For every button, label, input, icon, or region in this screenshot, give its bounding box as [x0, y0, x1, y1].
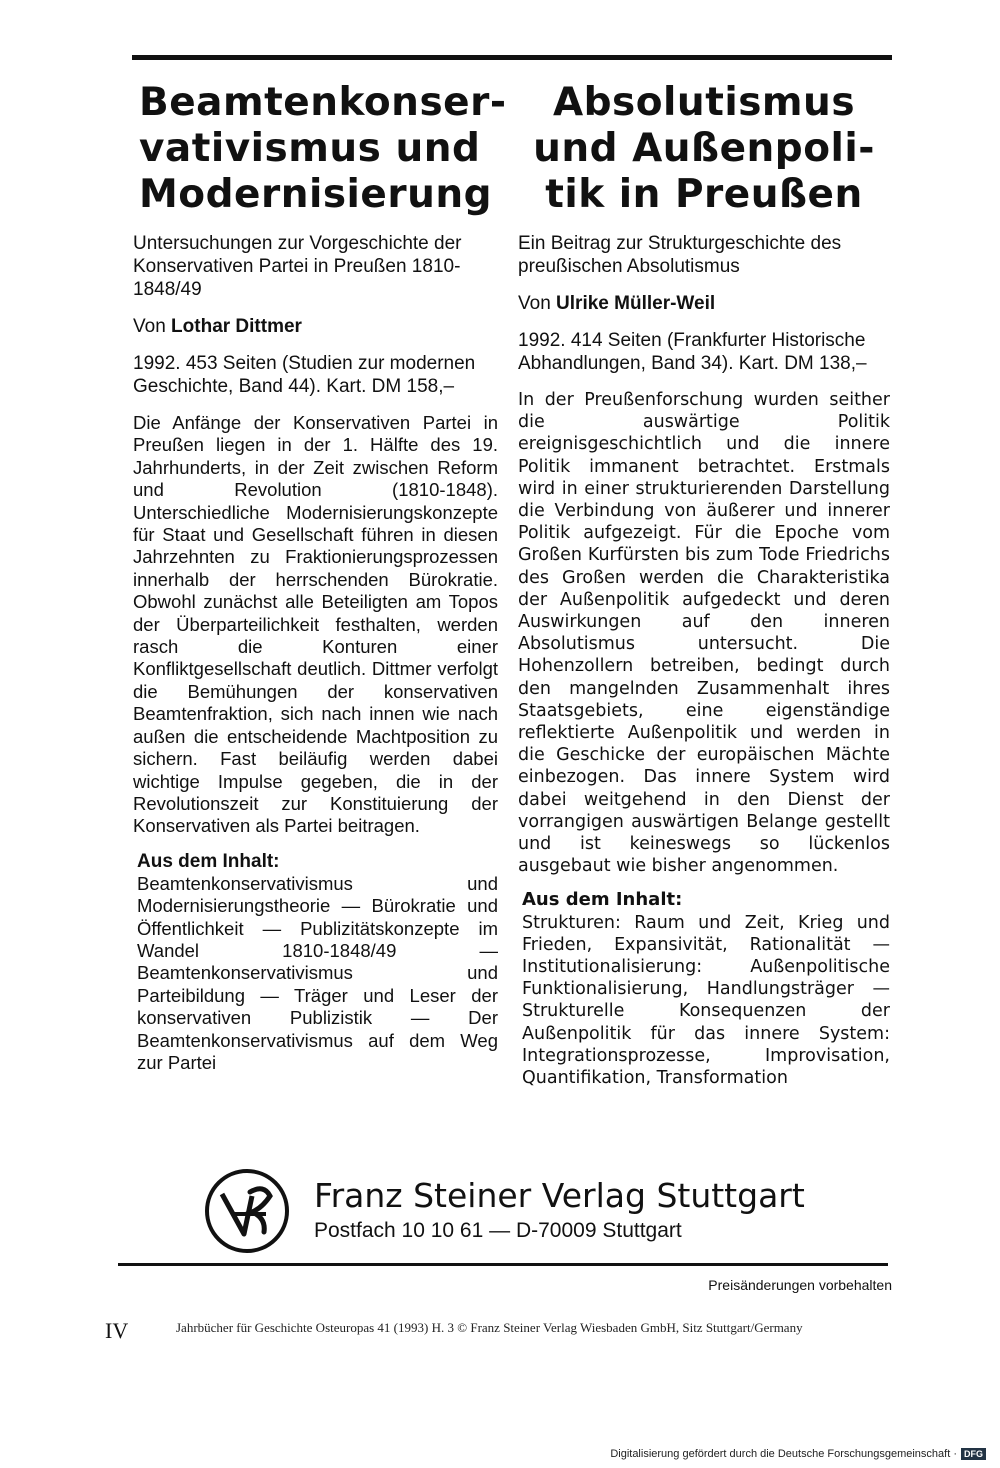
- author-name: Ulrike Müller-Weil: [556, 293, 716, 314]
- book-author: [518, 292, 890, 315]
- book-description: Die Anfänge der Konservativen Partei in Preußen liegen in der 1. Hälfte des 19. Jahrhunderts, in der Zeit zwischen Reform und Revolution (1810-1848). Unterschiedliche Modernisierungskonzepte für Staat und Gesellschaft führen in diesen Jahrzehnten zu Fraktionierungsprozessen innerhalb der herrschenden Bürokratie. Obwohl zunächst alle Beteiligten am Topos der Überparteilichkeit festhalten, werden rasch die Konturen einer Konfliktgesellschaft deutlich. Dittmer verfolgt die Bemühungen der konservativen Beamtenfraktion, sich nach innen wie nach außen die entscheidende Machtposition zu sichern. Fast beiläufig werden dabei wichtige Impulse gegeben, die in der Revolutionszeit zur Konstituierung der Konservativen als Partei beitragen.: [133, 412, 498, 837]
- contents-text: Strukturen: Raum und Zeit, Krieg und Frieden, Expansivität, Rationalität — Institutionalisierung: Außenpolitische Funktionalisierung, Handlungsträger — Strukturelle Konsequenzen der Außenpolitik für das innere System: Integrationsprozesse, Improvisation, Quantifikation, Transformation: [522, 912, 890, 1089]
- title-line: Absolutismus: [552, 80, 856, 125]
- book-author: [133, 315, 498, 338]
- author-name: Lothar Dittmer: [171, 316, 302, 337]
- bottom-rule: [118, 1263, 888, 1266]
- publication-info: 1992. 414 Seiten (Frankfurter Historische Abhandlungen, Band 34). Kart. DM 138,–: [518, 330, 867, 374]
- publisher-block: [200, 1168, 900, 1258]
- franz-steiner-logo-icon: [204, 1168, 290, 1254]
- author-prefix: Von: [518, 293, 551, 314]
- dfg-footer: [610, 1448, 986, 1460]
- title-line: Modernisierung: [139, 172, 493, 217]
- book-subtitle: Untersuchungen zur Vorgeschichte der Konservativen Partei in Preußen 1810-1848/49: [133, 233, 462, 300]
- book-description: In der Preußenforschung wurden seither die auswärtige Politik ereignisgeschichtlich und die innere Politik immanent betrachtet. Erstmals wird in einer strukturierenden Darstellung die Verbindung von äußerer und innerer Politik aufgezeigt. Für die Epoche vom Großen Kurfürsten bis zum Tode Friedrichs des Großen werden die Charakteristika der Außenpolitik aufgedeckt und deren Auswirkungen auf den inneren Absolutismus untersucht. Die Hohenzollern betreiben, bedingt durch den mangelnden Zusammenhalt ihres Staatsgebiets, eine eigenständige reflektierte Außenpolitik und werden in die Geschicke der europäischen Mächte einbezogen. Das innere System wird dabei weitgehend in den Dienst der vorrangigen auswärtigen Belange gestellt und ist keineswegs so lückenlos ausgebaut wie bisher angenommen.: [518, 390, 890, 877]
- book-title: [518, 80, 890, 218]
- title-line: tik in Preußen: [545, 172, 863, 217]
- footer-citation: Jahrbücher für Geschichte Osteuropas 41 (1993) H. 3 © Franz Steiner Verlag Wiesbaden GmbH, Sitz Stuttgart/Germany: [176, 1320, 803, 1335]
- contents-heading: Aus dem Inhalt:: [522, 889, 683, 911]
- book-subtitle: Ein Beitrag zur Strukturgeschichte des preußischen Absolutismus: [518, 233, 842, 277]
- title-line: und Außenpoli-: [533, 126, 875, 171]
- author-prefix: Von: [133, 316, 166, 337]
- publisher-address: Postfach 10 10 61 — D-70009 Stuttgart: [314, 1219, 682, 1242]
- publisher-name: Franz Steiner Verlag Stuttgart: [314, 1176, 805, 1215]
- price-note: Preisänderungen vorbehalten: [708, 1277, 892, 1293]
- title-line: vativismus und: [139, 126, 481, 171]
- publication-info: 1992. 453 Seiten (Studien zur modernen Geschichte, Band 44). Kart. DM 158,–: [133, 353, 476, 397]
- contents-text: Beamtenkonservativismus und Modernisierungstheorie — Bürokratie und Öffentlichkeit — Publizitätskonzepte im Wandel 1810-1848/49 — Beamtenkonservativismus und Parteibildung — Träger und Leser der konservativen Publizistik — Der Beamtenkonservativismus auf dem Weg zur Partei: [137, 872, 498, 1073]
- book-title: [133, 80, 507, 218]
- book-ad-left: [133, 80, 507, 1074]
- dfg-logo-icon: DFG: [961, 1448, 986, 1460]
- top-rule: [132, 55, 892, 60]
- page-number: IV: [105, 1318, 129, 1343]
- contents-heading: Aus dem Inhalt:: [137, 850, 280, 872]
- title-line: Beamtenkonser-: [139, 80, 507, 125]
- book-ad-right: [518, 80, 890, 1089]
- dfg-note-text: Digitalisierung gefördert durch die Deutsche Forschungsgemeinschaft ·: [610, 1448, 957, 1460]
